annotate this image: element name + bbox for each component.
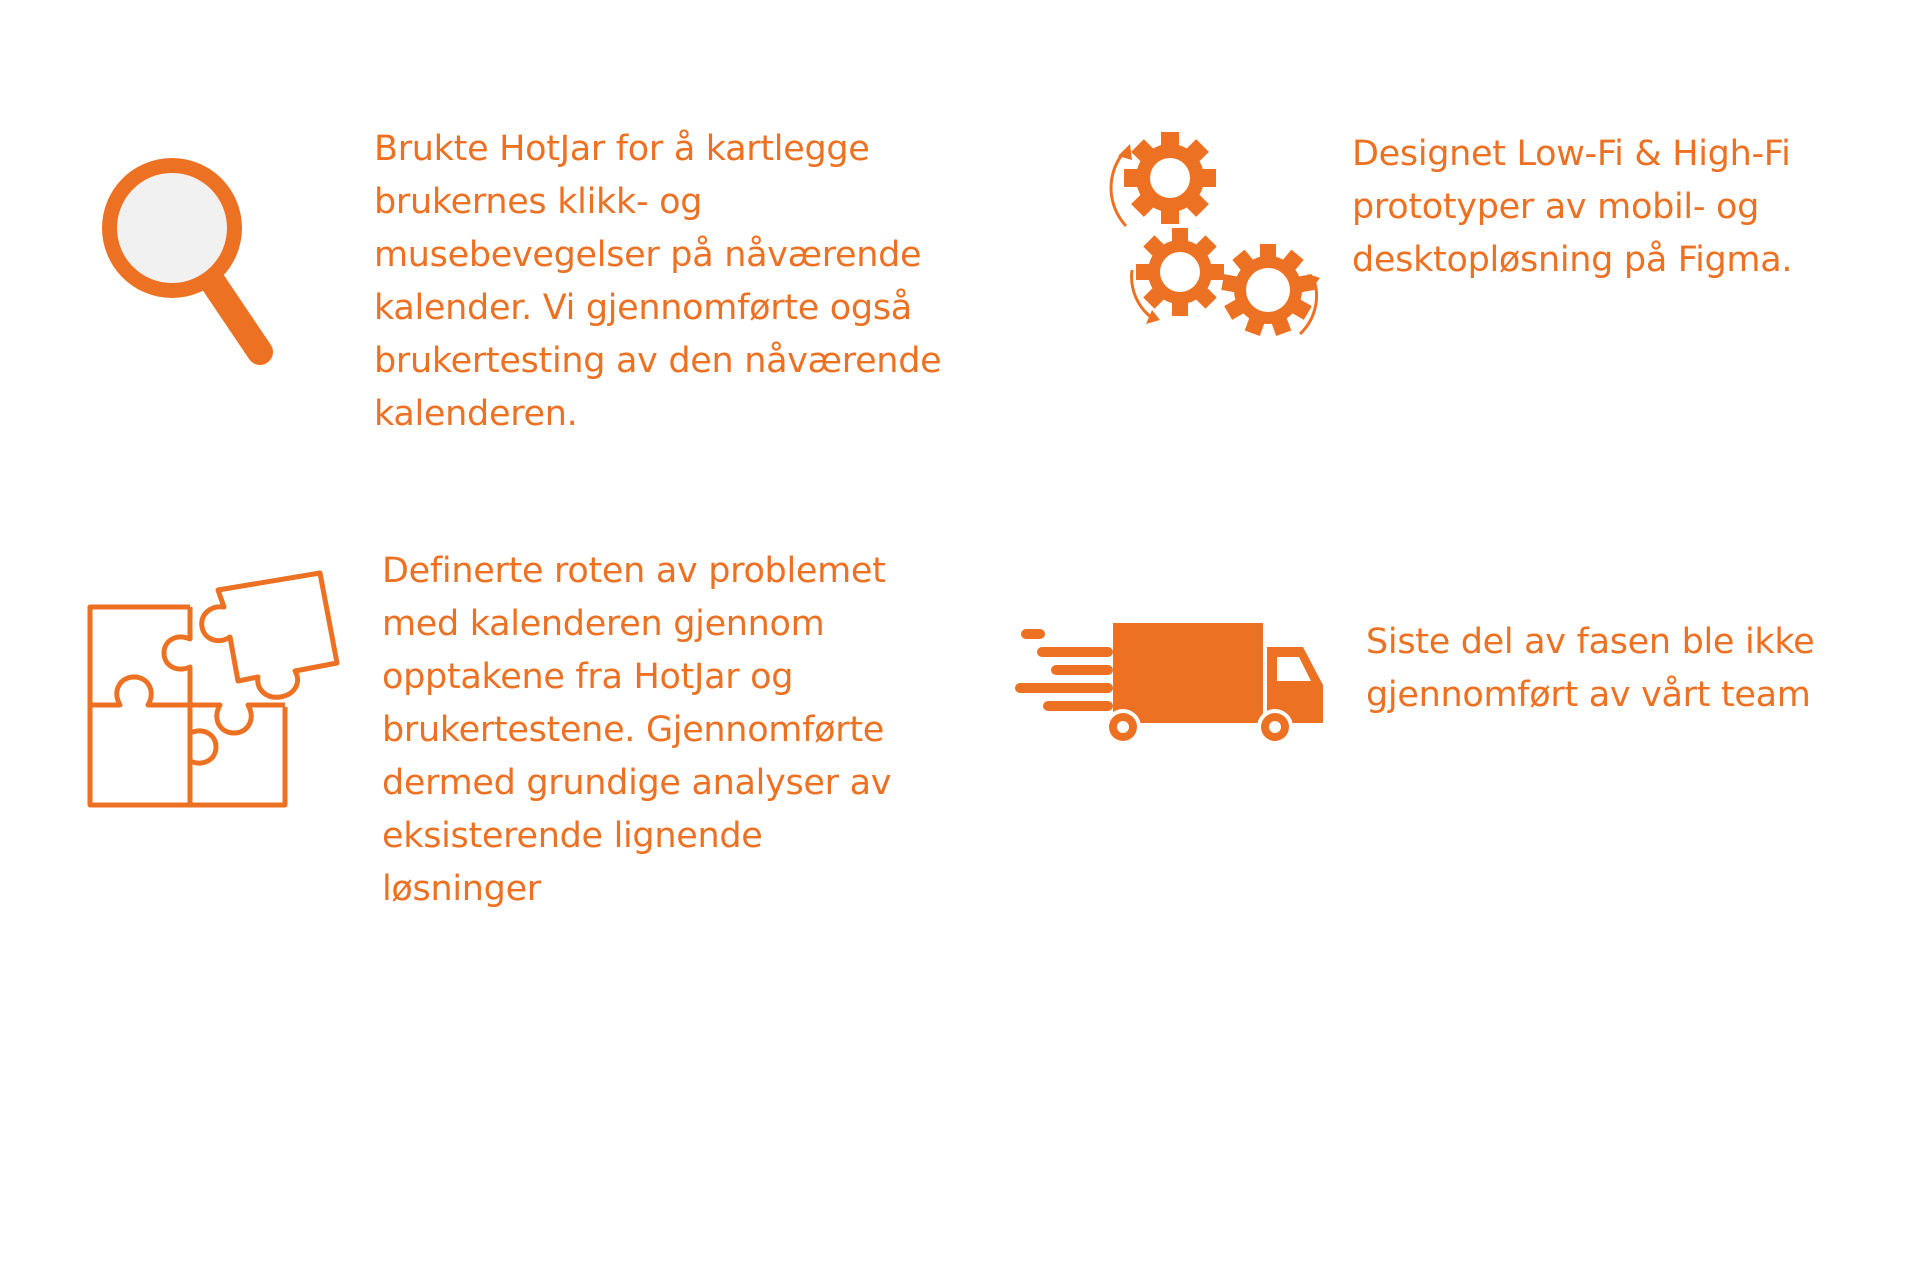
delivery-truck-icon: [1015, 615, 1325, 745]
step-research-text: Brukte HotJar for å kartlegge brukernes klikk- og musebevegelser på nåværende kalender. Vi gjennomførte også brukertesting av den nåværende kalenderen.: [374, 129, 942, 434]
step-design-text: Designet Low-Fi & High-Fi prototyper av mobil- og desktopløsning på Figma.: [1352, 134, 1793, 280]
step-analysis-text: Definerte roten av problemet med kalenderen gjennom opptakene fra HotJar og brukertestene. Gjennomførte dermed grundige analyser av eksisterende lignende løsninger: [382, 551, 892, 909]
gears-icon: [1100, 130, 1350, 350]
step-delivery-text: Siste del av fasen ble ikke gjennomført av vårt team: [1366, 622, 1815, 715]
puzzle-icon: [80, 555, 345, 815]
magnifying-glass-icon: [100, 140, 280, 370]
